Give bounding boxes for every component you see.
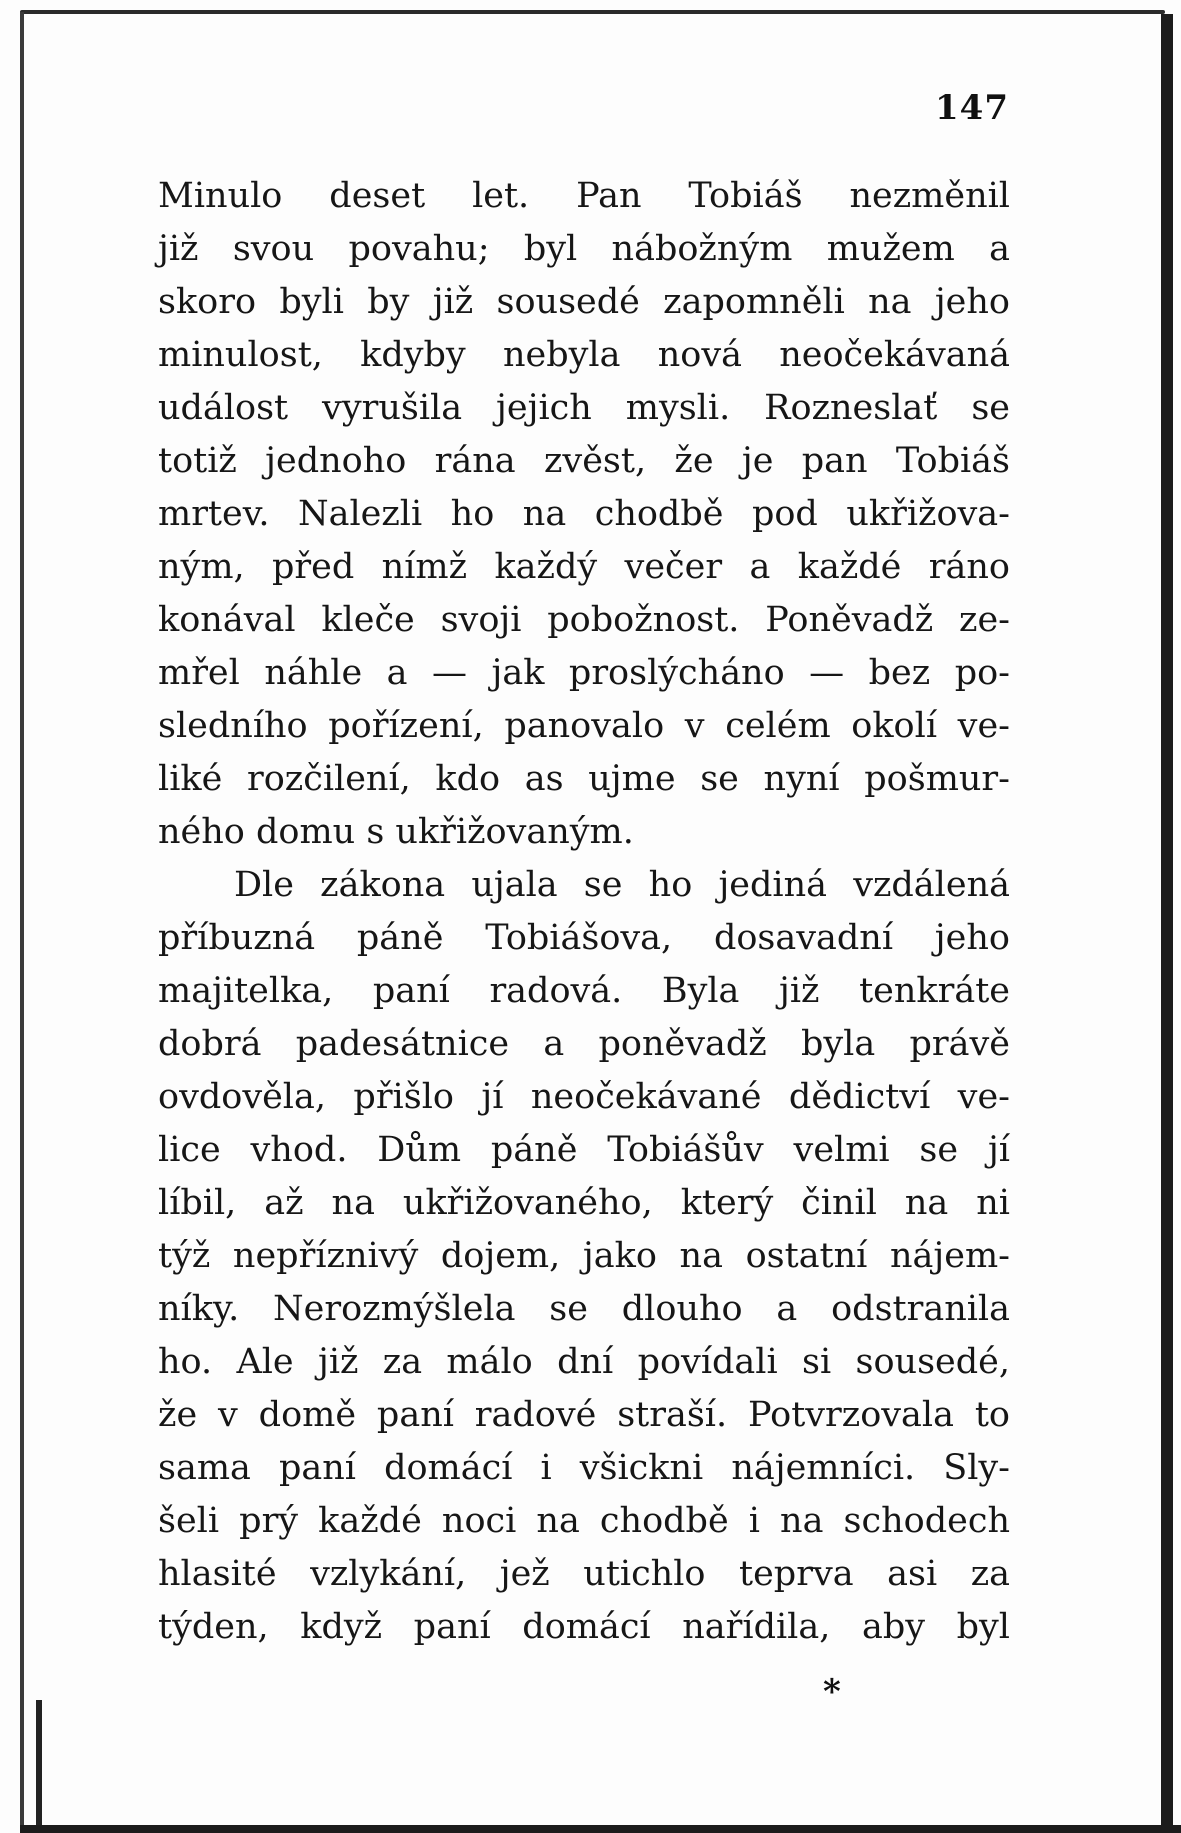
- text-line: šeli prý každé noci na chodbě i na schodech: [158, 1501, 1010, 1541]
- text-line: že v domě paní radové straší. Potvrzovala to: [158, 1395, 1010, 1435]
- page-edge-right: [1161, 14, 1173, 1829]
- text-line: již svou povahu; byl nábožným mužem a: [158, 229, 1010, 269]
- signature-mark: *: [823, 1672, 841, 1712]
- body-text: [158, 170, 1010, 1654]
- text-line: lice vhod. Dům páně Tobiášův velmi se jí: [158, 1130, 1010, 1170]
- text-line: níky. Nerozmýšlela se dlouho a odstranila: [158, 1289, 1010, 1329]
- page-edge-left: [20, 12, 24, 1825]
- text-line: mřel náhle a — jak proslýcháno — bez po-: [158, 653, 1010, 693]
- text-line: událost vyrušila jejich mysli. Rozneslať se: [158, 388, 1010, 428]
- page-edge-top: [20, 10, 1165, 14]
- page-edge-bottom: [20, 1825, 1181, 1833]
- text-line: Dle zákona ujala se ho jediná vzdálená: [234, 865, 1010, 905]
- text-line: totiž jednoho rána zvěst, že je pan Tobiáš: [158, 441, 1010, 481]
- text-line: týž nepříznivý dojem, jako na ostatní nájem-: [158, 1236, 1010, 1276]
- text-line: příbuzná páně Tobiášova, dosavadní jeho: [158, 918, 1010, 958]
- text-line: hlasité vzlykání, jež utichlo teprva asi za: [158, 1554, 1010, 1594]
- text-line: liké rozčilení, kdo as ujme se nyní pošmur-: [158, 759, 1010, 799]
- text-line: ným, před nímž každý večer a každé ráno: [158, 547, 1010, 587]
- text-line: dobrá padesátnice a poněvadž byla právě: [158, 1024, 1010, 1064]
- text-line: líbil, až na ukřižovaného, který činil na ni: [158, 1183, 1010, 1223]
- text-line: ovdověla, přišlo jí neočekávané dědictví ve-: [158, 1077, 1010, 1117]
- text-line: sledního pořízení, panovalo v celém okolí ve-: [158, 706, 1010, 746]
- text-line: ho. Ale již za málo dní povídali si sousedé,: [158, 1342, 1010, 1382]
- text-line: týden, když paní domácí nařídila, aby byl: [158, 1607, 1010, 1647]
- text-line: skoro byli by již sousedé zapomněli na jeho: [158, 282, 1010, 322]
- page-edge-left-mark: [36, 1700, 42, 1825]
- text-line: ného domu s ukřižovaným.: [158, 812, 634, 852]
- text-line: Minulo deset let. Pan Tobiáš nezměnil: [158, 176, 1010, 216]
- text-line: majitelka, paní radová. Byla již tenkráte: [158, 971, 1010, 1011]
- text-line: mrtev. Nalezli ho na chodbě pod ukřižova-: [158, 494, 1010, 534]
- text-line: konával kleče svoji pobožnost. Poněvadž ze-: [158, 600, 1010, 640]
- text-line: minulost, kdyby nebyla nová neočekávaná: [158, 335, 1010, 375]
- page-number: 147: [935, 88, 1009, 128]
- text-line: sama paní domácí i všickni nájemníci. Sly-: [158, 1448, 1010, 1488]
